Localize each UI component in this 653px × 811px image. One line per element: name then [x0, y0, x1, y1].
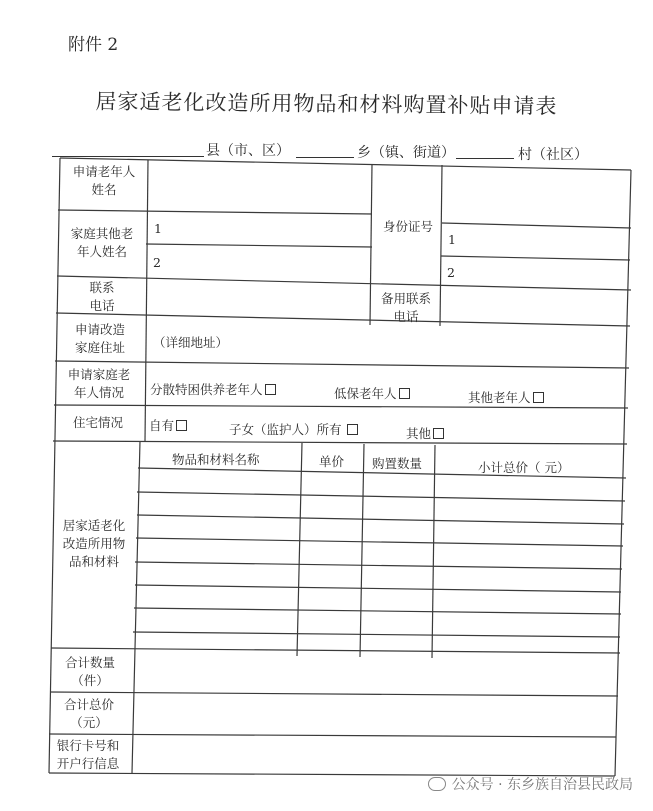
county-label: 县（市、区）: [206, 143, 290, 159]
id-1-index: 1: [448, 232, 456, 247]
backup-phone-label: 备用联系 电话: [380, 291, 431, 324]
village-label: 村（社区）: [518, 147, 588, 163]
form-title: 居家适老化改造所用物品和材料购置补贴申请表: [95, 89, 558, 119]
id-number-label: 身份证号: [382, 219, 433, 234]
checkbox[interactable]: [347, 424, 358, 435]
township-label: 乡（镇、街道）: [357, 145, 455, 161]
checkbox[interactable]: [176, 420, 187, 431]
housing-label: 住宅情况: [72, 415, 123, 430]
col-quantity: 购置数量: [372, 456, 423, 471]
checkbox[interactable]: [433, 428, 444, 439]
checkbox[interactable]: [533, 392, 544, 403]
address-label: 申请改造 家庭住址: [74, 322, 125, 355]
phone-label: 联系 电话: [89, 280, 115, 313]
total-quantity-label: 合计数量 （件）: [64, 655, 115, 688]
option-other-elder[interactable]: 其他老年人: [468, 388, 544, 406]
option-housing-other[interactable]: 其他: [406, 424, 444, 442]
checkbox[interactable]: [399, 388, 410, 399]
total-price-label: 合计总价 （元）: [63, 697, 114, 730]
id-2-index: 2: [447, 265, 455, 280]
option-low-income[interactable]: 低保老年人: [334, 384, 410, 402]
option-scattered-support[interactable]: 分散特困供养老年人: [150, 380, 276, 398]
address-hint: （详细地址）: [153, 335, 229, 350]
bank-info-label: 银行卡号和 开户行信息: [56, 738, 120, 771]
attachment-number: 附件 2: [68, 35, 119, 55]
member-1-index: 1: [154, 221, 162, 236]
option-self-owned[interactable]: 自有: [149, 416, 187, 434]
col-subtotal: 小计总价（ 元）: [478, 460, 570, 475]
wechat-icon: [428, 777, 446, 791]
col-item-name: 物品和材料名称: [172, 452, 260, 467]
member-2-index: 2: [153, 255, 161, 270]
watermark: 公众号 · 东乡族自治县民政局: [428, 774, 633, 794]
elder-status-label: 申请家庭老 年人情况: [67, 367, 131, 400]
applicant-name-label: 申请老年人 姓名: [72, 164, 136, 197]
checkbox[interactable]: [265, 384, 276, 395]
option-children-owned[interactable]: 子女（监护人）所有: [229, 420, 358, 438]
col-unit-price: 单价: [319, 454, 345, 469]
other-members-label: 家庭其他老 年人姓名: [70, 226, 134, 259]
materials-label: 居家适老化 改造所用物 品和材料: [62, 518, 126, 569]
